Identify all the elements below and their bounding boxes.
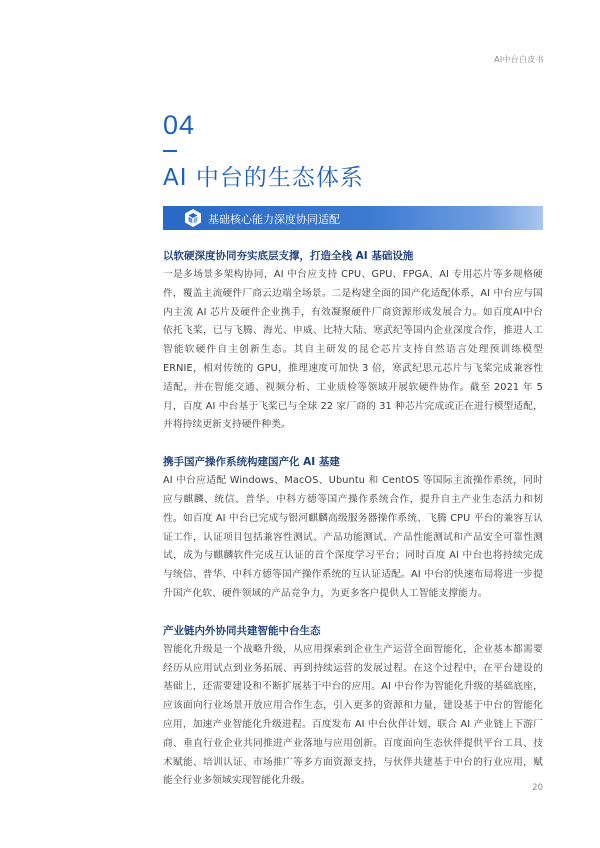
chapter-title: AI 中台的生态体系 — [163, 165, 364, 191]
banner-title: 基础核心能力深度协同适配 — [208, 213, 340, 226]
section-heading: 以软硬深度协同夯实底层支撑，打造全栈 AI 基础设施 — [163, 250, 414, 262]
section-1 — [163, 249, 543, 435]
section-2 — [163, 455, 543, 604]
section-banner — [163, 206, 543, 230]
section-heading: 携手国产操作系统构建国产化 AI 基建 — [163, 456, 340, 469]
section-heading: 产业链内外协同共建智能中台生态 — [163, 624, 321, 637]
chapter-divider — [163, 150, 177, 152]
cube-icon — [183, 208, 203, 228]
section-paragraph: 智能化升级是一个战略升级，从应用探索到企业生产运营全面智能化，企业基本都需要经历从应用试点到业务拓展、再到持续运营的发展过程。在这个过程中，在平台建设的基础上，还需要建设和不断扩展基于中台的应用。AI 中台作为智能化升级的基础底座，应该面向行业场景开放应用合作生态，引入更多的资源和力量，建设基于中台的智能化应用，加速产业智能化升级进程。百度发布 AI 中台伙伴计划，联合 AI 产业链上下游厂商、垂直行业企业共同推进产业落地与应用创新。百度面向生态伙伴提供平台工具、技术赋能、培训认证、市场推广等多方面资源支持，与伙伴共建基于中台的行业应用，赋能全行业多领域实现智能化升级。 — [163, 643, 543, 787]
page-number: 20 — [532, 783, 543, 793]
chapter-number: 04 — [163, 110, 196, 140]
section-3 — [163, 624, 543, 791]
running-header: AI中台白皮书 — [494, 55, 544, 64]
content-body — [163, 249, 543, 791]
section-paragraph: 一是多场景多架构协同，AI 中台应支持 CPU、GPU、FPGA、AI 专用芯片等多规格硬件，覆盖主流硬件厂商云边端全场景。二是构建全面的国产化适配体系，AI 中台应与国内主流 AI 芯片及硬件企业携手，有效凝聚硬件厂商资源形成发展合力。如百度AI中台依托飞桨，已与飞腾、海光、申威、比特大陆、寒武纪等国内企业深度合作，推进人工智能软硬件自主创新生态。其自主研发的昆仑芯片支持自然语言处理预训练模型 ERNIE，相对传统的 GPU，推理速度可加快 3 倍，寒武纪思元芯片与飞桨完成兼容性适配，并在智能交通、视频分析、工业质检等领域开展软硬件协作。截至 2021 年 5 月，百度 AI 中台基于飞桨已与全球 22 家厂商的 31 种芯片完成或正在进行模型适配，并将持续更新支持硬件种类。 — [163, 269, 543, 431]
section-paragraph: AI 中台应适配 Windows、MacOS、Ubuntu 和 CentOS 等国际主流操作系统，同时应与麒麟、统信、普华、中科方德等国产操作系统合作，提升自主产业生态活力和韧性。如百度 AI 中台已完成与银河麒麟高级服务器操作系统、飞腾 CPU 平台的兼容互认证工作，认证项目包括兼容性测试、产品功能测试、产品性能测试和产品安全可靠性测试，成为与麒麟软件完成互认证的首个深度学习平台；同时百度 AI 中台也将持续完成与统信、普华、中科方德等国产操作系统的互认证适配。AI 中台的快速布局将进一步提升国产化软、硬件领域的产品竞争力，为更多客户提供人工智能支撑能力。 — [163, 475, 543, 599]
